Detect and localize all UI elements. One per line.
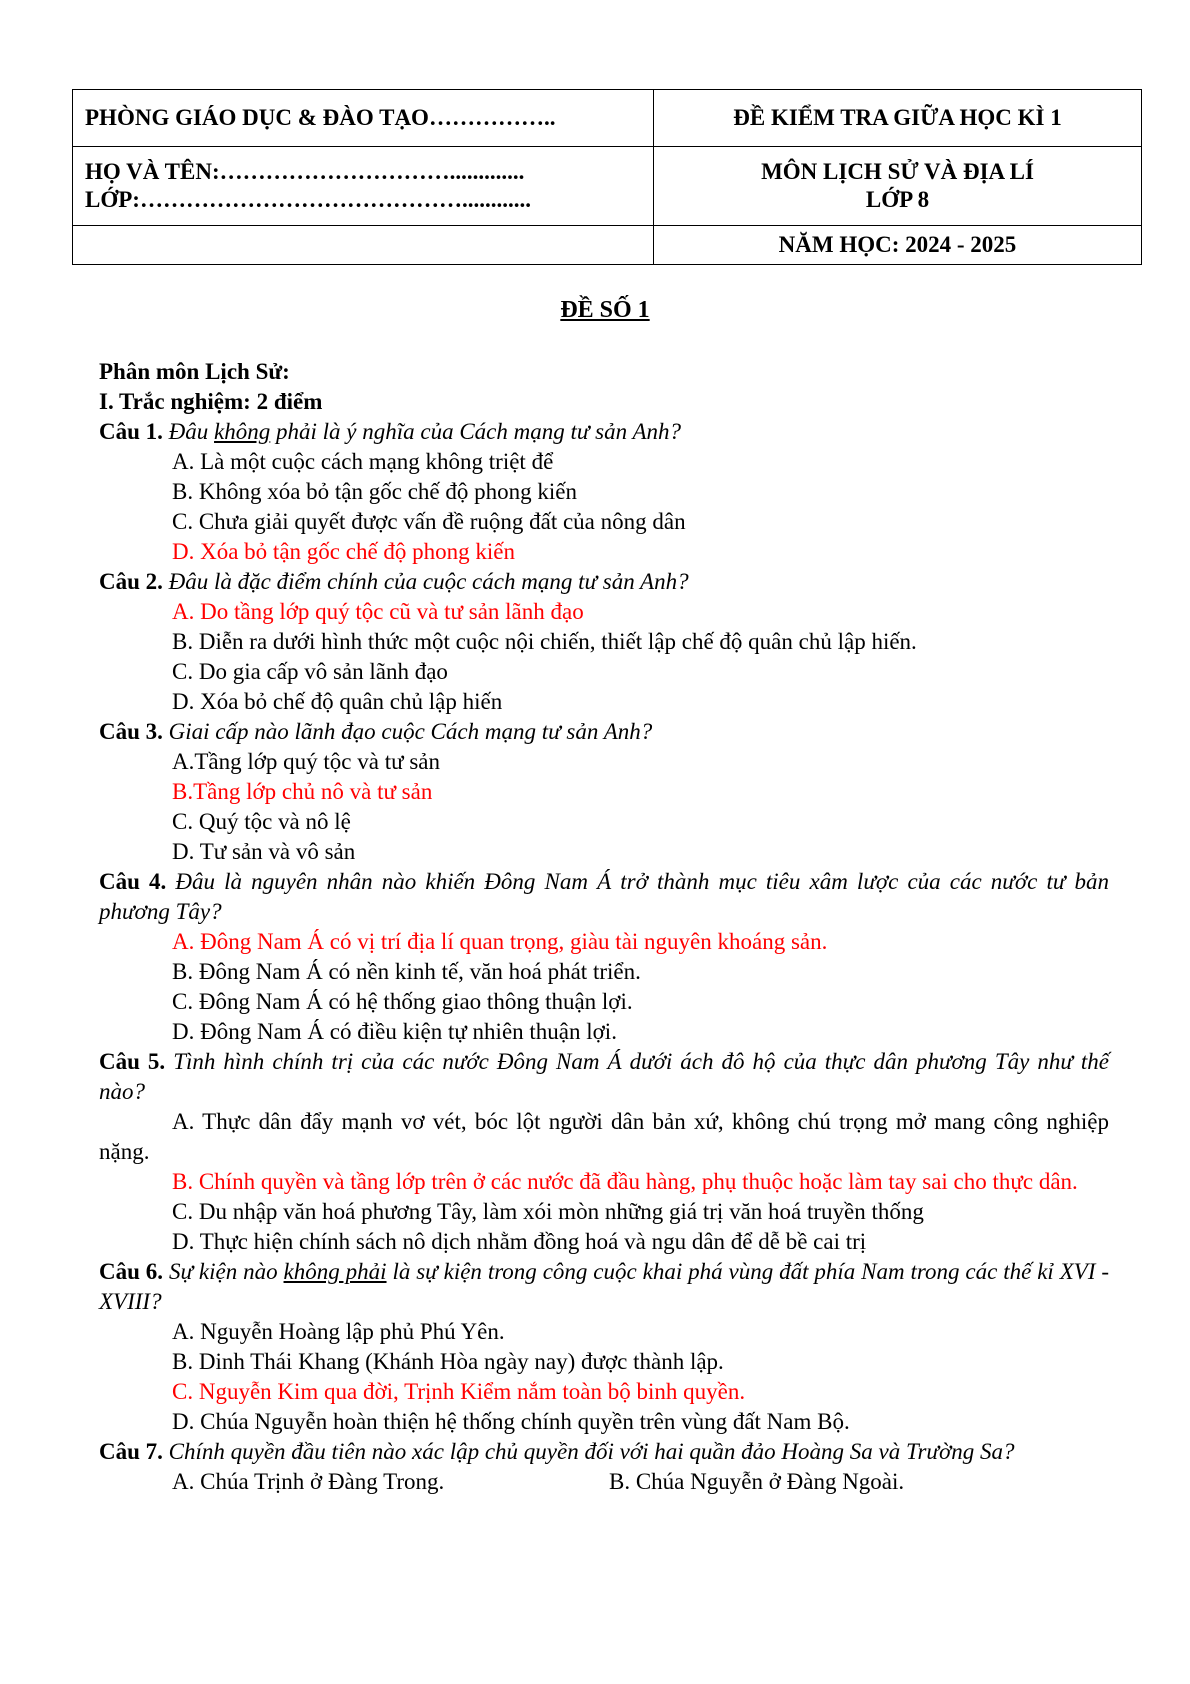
exam-content — [99, 357, 1109, 1497]
question-text: Tình hình chính trị của các nước Đông Nam Á dưới ách đô hộ của thực dân phương Tây như thế nào? — [99, 1049, 1109, 1104]
option-3c: C. Quý tộc và nô lệ — [172, 809, 351, 834]
option-6b: B. Dinh Thái Khang (Khánh Hòa ngày nay) được thành lập. — [172, 1349, 724, 1374]
option-5c: C. Du nhập văn hoá phương Tây, làm xói mòn những giá trị văn hoá truyền thống — [172, 1199, 924, 1224]
question-3 — [99, 717, 1109, 747]
option-1b: B. Không xóa bỏ tận gốc chế độ phong kiến — [172, 479, 577, 504]
question-label: Câu 1. — [99, 419, 163, 444]
school-cell: PHÒNG GIÁO DỤC & ĐÀO TẠO…………….. — [73, 90, 654, 147]
option-5d: D. Thực hiện chính sách nô dịch nhằm đồng hoá và ngu dân để dễ bề cai trị — [172, 1229, 867, 1254]
option-3a: A.Tầng lớp quý tộc và tư sản — [172, 749, 440, 774]
subject-name: MÔN LỊCH SỬ VÀ ĐỊA LÍ — [761, 159, 1034, 184]
question-6 — [99, 1257, 1109, 1317]
option-2c: C. Do gia cấp vô sản lãnh đạo — [172, 659, 448, 684]
option-1c: C. Chưa giải quyết được vấn đề ruộng đất của nông dân — [172, 509, 686, 534]
option-5b-answer: B. Chính quyền và tầng lớp trên ở các nước đã đầu hàng, phụ thuộc hoặc làm tay sai cho thực dân. — [172, 1169, 1078, 1194]
option-1a: A. Là một cuộc cách mạng không triệt để — [172, 449, 554, 474]
question-2 — [99, 567, 1109, 597]
option-3b-answer: B.Tầng lớp chủ nô và tư sản — [172, 779, 433, 804]
class-line: LỚP:……………………………………............ — [85, 187, 531, 212]
question-text: Đâu — [168, 419, 209, 444]
question-1 — [99, 417, 1109, 447]
empty-cell — [73, 226, 654, 265]
grade-name: LỚP 8 — [865, 187, 930, 212]
section-title: Phân môn Lịch Sử: — [99, 359, 290, 384]
question-text: Đâu là đặc điểm chính của cuộc cách mạng tư sản Anh? — [168, 569, 689, 594]
option-4c: C. Đông Nam Á có hệ thống giao thông thuận lợi. — [172, 989, 633, 1014]
question-5 — [99, 1047, 1109, 1107]
question-label: Câu 6. — [99, 1259, 164, 1284]
option-5a: A. Thực dân đẩy mạnh vơ vét, bóc lột người dân bản xứ, không chú trọng mở mang công nghiệp nặng. — [99, 1109, 1109, 1164]
question-text: Giai cấp nào lãnh đạo cuộc Cách mạng tư sản Anh? — [168, 719, 653, 744]
option-2b: B. Diễn ra dưới hình thức một cuộc nội chiến, thiết lập chế độ quân chủ lập hiến. — [172, 629, 917, 654]
question-text: Chính quyền đầu tiên nào xác lập chủ quyền đối với hai quần đảo Hoàng Sa và Trường Sa? — [168, 1439, 1015, 1464]
option-4b: B. Đông Nam Á có nền kinh tế, văn hoá phát triển. — [172, 959, 641, 984]
subject-cell — [654, 147, 1142, 226]
option-3d: D. Tư sản và vô sản — [172, 839, 356, 864]
option-6c-answer: C. Nguyễn Kim qua đời, Trịnh Kiểm nắm toàn bộ binh quyền. — [172, 1379, 746, 1404]
question-text-underlined: không — [214, 419, 271, 444]
student-info-cell — [73, 147, 654, 226]
question-label: Câu 2. — [99, 569, 163, 594]
part-title: I. Trắc nghiệm: 2 điểm — [99, 389, 323, 414]
option-2d: D. Xóa bỏ chế độ quân chủ lập hiến — [172, 689, 503, 714]
question-label: Câu 3. — [99, 719, 163, 744]
option-4a-answer: A. Đông Nam Á có vị trí địa lí quan trọng, giàu tài nguyên khoáng sản. — [172, 929, 828, 954]
option-row-7 — [99, 1467, 1109, 1497]
question-text: Sự kiện nào — [168, 1259, 278, 1284]
school-year: NĂM HỌC: 2024 - 2025 — [654, 226, 1142, 265]
question-text: Đâu là nguyên nhân nào khiến Đông Nam Á trở thành mục tiêu xâm lược của các nước tư bản phương Tây? — [99, 869, 1109, 924]
option-7b: B. Chúa Nguyễn ở Đàng Ngoài. — [609, 1469, 905, 1494]
option-6d: D. Chúa Nguyễn hoàn thiện hệ thống chính quyền trên vùng đất Nam Bộ. — [172, 1409, 850, 1434]
option-7a: A. Chúa Trịnh ở Đàng Trong. — [172, 1469, 445, 1494]
option-6a: A. Nguyễn Hoàng lập phủ Phú Yên. — [172, 1319, 505, 1344]
option-4d: D. Đông Nam Á có điều kiện tự nhiên thuận lợi. — [172, 1019, 617, 1044]
question-label: Câu 5. — [99, 1049, 166, 1074]
exam-title: ĐỀ KIỂM TRA GIỮA HỌC KÌ 1 — [654, 90, 1142, 147]
option-2a-answer: A. Do tầng lớp quý tộc cũ và tư sản lãnh đạo — [172, 599, 584, 624]
question-text: phải là ý nghĩa của Cách mạng tư sản Anh? — [276, 419, 682, 444]
header-table — [72, 89, 1142, 265]
option-1d-answer: D. Xóa bỏ tận gốc chế độ phong kiến — [172, 539, 516, 564]
name-line: HỌ VÀ TÊN:…………………………............. — [85, 159, 525, 184]
question-label: Câu 4. — [99, 869, 167, 894]
question-label: Câu 7. — [99, 1439, 163, 1464]
question-text: là sự kiện trong công cuộc khai phá vùng đất phía Nam trong các thế kỉ XVI - XVIII? — [99, 1259, 1110, 1314]
question-7 — [99, 1437, 1109, 1467]
question-text-underlined: không phải — [283, 1259, 387, 1284]
question-4 — [99, 867, 1109, 927]
exam-code: ĐỀ SỐ 1 — [560, 297, 650, 323]
